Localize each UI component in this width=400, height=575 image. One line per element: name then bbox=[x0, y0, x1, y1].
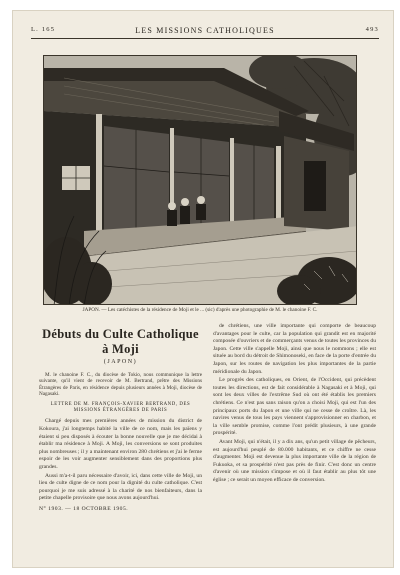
magazine-page bbox=[12, 10, 394, 568]
right-paragraph: Avant Moji, qui n'était, il y a dix ans, qu'un petit village de pêcheurs, est aujourd'hui peuplé de 80.000 habitants, et ce chiffre ne cesse d'augmenter. Moji est devenue la plus importante ville de la région de Fukuoka, et sa prospérité n'est pas près de finir. C'est donc un centre d'avenir où une mission s'impose et où il faut établir au plus tôt une église ; ce serait un moyen efficace de conversion. bbox=[213, 438, 376, 483]
right-paragraph: de chrétiens, une ville importante qui comporte de beaucoup d'avantages pour le culte, car la population qui grandit est en majorité composée d'ouvriers et de commerçants venus de toutes les provinces du Japon. Cette ville s'appelle Moji, ainsi que nous le nommons ; elle est située au bord du détroit de Shimonoseki, en face de la porte d'entrée du Japon, sur les routes de navigation les plus importantes de la partie méridionale du Japon. bbox=[213, 323, 376, 375]
issue-footer: N° 1903. — 18 OCTOBRE 1905. bbox=[39, 505, 129, 512]
right-paragraph: Le progrès des catholiques, en Orient, de l'Occident, qui précèdent toutes les directions, est de fait considérable à Nagasaki et à Moji, qui sont les deux villes de l'extrême Sud où ont été établis les premiers chrétiens. Ce n'est pas sans raison qu'on a choisi Moji, qui est l'un des principaux ports du Japon et une ville qui ne cesse de croître. Là, les navires venus de tous les pays viennent s'approvisionner en charbon, et la ville semble promise, comme l'ont prédit plusieurs, à une grande prospérité. bbox=[213, 377, 376, 437]
page-header bbox=[31, 25, 379, 39]
article-intro: M. le chanoine F. C., du diocèse de Tokio, nous communique la lettre suivante, qu'il vient de recevoir de M. Bertrand, prêtre des Missions Étrangères de Paris, en résidence depuis plusieurs années à Moji, diocèse de Nagasaki. bbox=[39, 371, 202, 398]
japanese-residence-engraving bbox=[44, 56, 357, 305]
left-paragraph: Aussi m'a-t-il paru nécessaire d'avoir, ici, dans cette ville de Moji, un lieu de culte digne de ce nom pour la dignité du culte catholique. C'est pourquoi je me suis adressé à la charité de nos bienfaiteurs, dans la petite chapelle provisoire que nous avons aujourd'hui. bbox=[39, 472, 202, 502]
page-number-left: L. 165 bbox=[31, 26, 56, 33]
journal-title: LES MISSIONS CATHOLIQUES bbox=[135, 26, 275, 35]
article-title: Débuts du Culte Catholique à Moji bbox=[42, 327, 199, 356]
article-subtitle: (JAPON) bbox=[103, 359, 138, 365]
engraving-illustration bbox=[43, 55, 357, 305]
page-number-right: 493 bbox=[365, 26, 379, 33]
left-paragraph: Chargé depuis mes premières années de mission du district de Kokoura, j'ai longtemps habité la ville de ce nom, mais les païens y étaient si peu disposés à écouter la bonne nouvelle que je me décidai à établir ma résidence à Moji. A Moji, les conversions se sont produites plus nombreuses ; il y a maintenant environ 280 chrétiens et j'ai le ferme espoir de les voir augmenter sensiblement dans des proportions plus grandes. bbox=[39, 418, 202, 470]
letter-heading: LETTRE DE M. FRANÇOIS-XAVIER BERTRAND, DES MISSIONS ÉTRANGÈRES DE PARIS bbox=[50, 401, 191, 414]
left-column bbox=[39, 323, 202, 514]
right-column bbox=[213, 323, 376, 485]
figure-caption: JAPON. — Les catéchistes de la résidence de Moji et le ... (sic) d'après une photographie de M. le chanoine F. C. bbox=[82, 307, 318, 313]
